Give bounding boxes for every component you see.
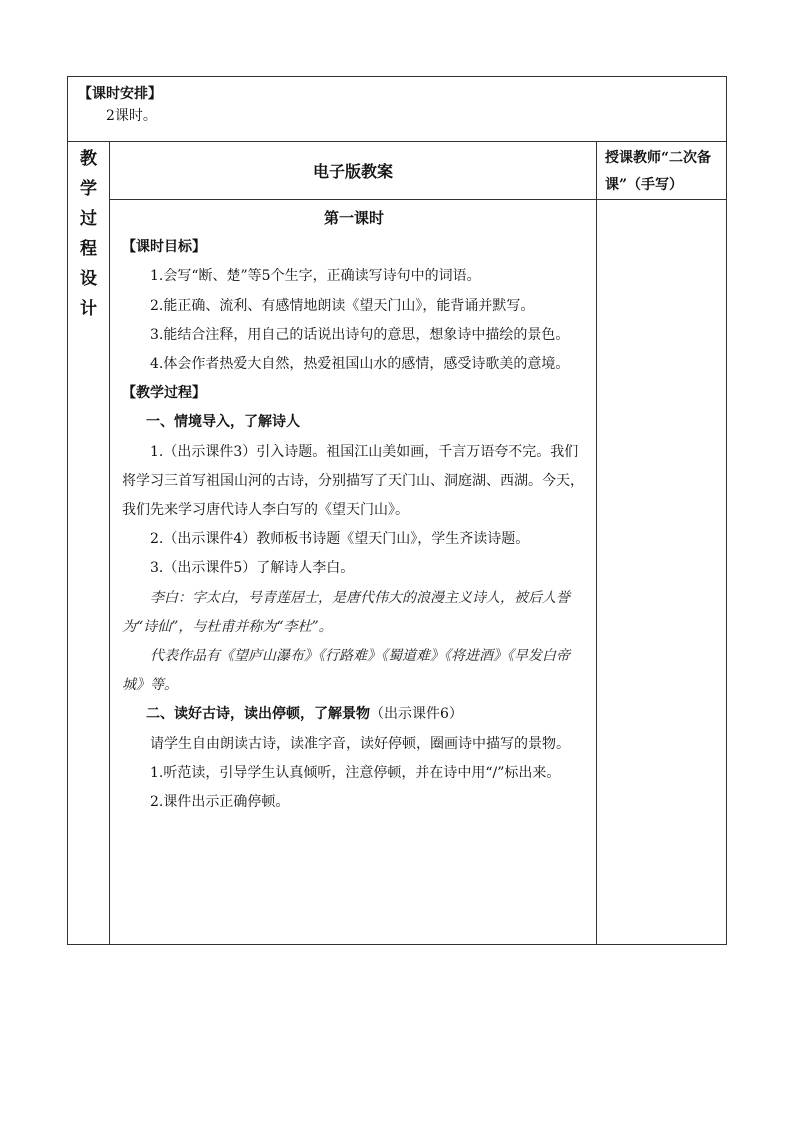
schedule-body: 2课时。 <box>106 108 157 124</box>
poet-note: 李白：字太白，号青莲居士，是唐代伟大的浪漫主义诗人，被后人誉为“诗仙”，与杜甫并称为“李杜”。 <box>122 589 570 635</box>
vertical-label-char: 设 <box>80 269 97 289</box>
schedule-heading: 【课时安排】 <box>78 86 162 102</box>
vertical-label-char: 程 <box>80 239 97 259</box>
goals-heading: 【课时目标】 <box>122 239 206 256</box>
goal-item: 4.体会作者热爱大自然，热爱祖国山水的感情，感受诗歌美的意境。 <box>150 356 570 373</box>
section-2-title-line <box>122 700 586 729</box>
vertical-label-char: 过 <box>80 209 97 229</box>
section-1-paragraph: 1.（出示课件3）引入诗题。祖国江山美如画，千言万语夸不完。我们将学习三首写祖国山河的古诗，分别描写了天门山、洞庭湖、西湖。今天，我们先来学习唐代诗人李白写的《望天门山》。 <box>122 443 584 519</box>
section-2-paragraph: 1.听范读，引导学生认真倾听，注意停顿，并在诗中用“/”标出来。 <box>150 764 561 781</box>
goal-item: 3.能结合注释，用自己的话说出诗句的意思，想象诗中描绘的景色。 <box>150 326 570 343</box>
section-2-paragraph: 请学生自由朗读古诗，读准字音，读好停顿，圈画诗中描写的景物。 <box>150 735 570 752</box>
schedule-cell <box>68 77 727 142</box>
teacher-notes-area[interactable] <box>597 200 727 945</box>
section-1-paragraph: 2.（出示课件4）教师板书诗题《望天门山》，学生齐读诗题。 <box>150 531 530 548</box>
vertical-label-char: 教 <box>80 149 97 169</box>
vertical-label-char: 学 <box>80 179 97 199</box>
vertical-label <box>68 142 110 945</box>
goal-item: 2.能正确、流利、有感情地朗读《望天门山》，能背诵并默写。 <box>150 297 535 314</box>
lesson-content <box>110 200 597 945</box>
section-2-paragraph: 2.课件出示正确停顿。 <box>150 794 290 811</box>
process-heading: 【教学过程】 <box>122 385 206 402</box>
teacher-notes-header: 授课教师“二次备课”（手写） <box>597 142 727 200</box>
section-1-paragraph: 3.（出示课件5）了解诗人李白。 <box>150 560 355 577</box>
section-2-suffix: （出示课件6） <box>370 706 463 723</box>
goal-item: 1.会写“断、楚”等5个生字，正确读写诗句中的词语。 <box>150 268 481 285</box>
lesson-title: 第一课时 <box>323 209 384 227</box>
works-note: 代表作品有《望庐山瀑布》《行路难》《蜀道难》《将进酒》《早发白帝城》等。 <box>122 648 570 694</box>
section-1-title: 一、情境导入，了解诗人 <box>146 414 300 431</box>
section-2-title: 二、读好古诗，读出停顿，了解景物 <box>146 706 370 723</box>
electronic-plan-header: 电子版教案 <box>110 142 597 200</box>
lesson-plan-table <box>67 76 727 945</box>
vertical-label-char: 计 <box>80 299 97 319</box>
